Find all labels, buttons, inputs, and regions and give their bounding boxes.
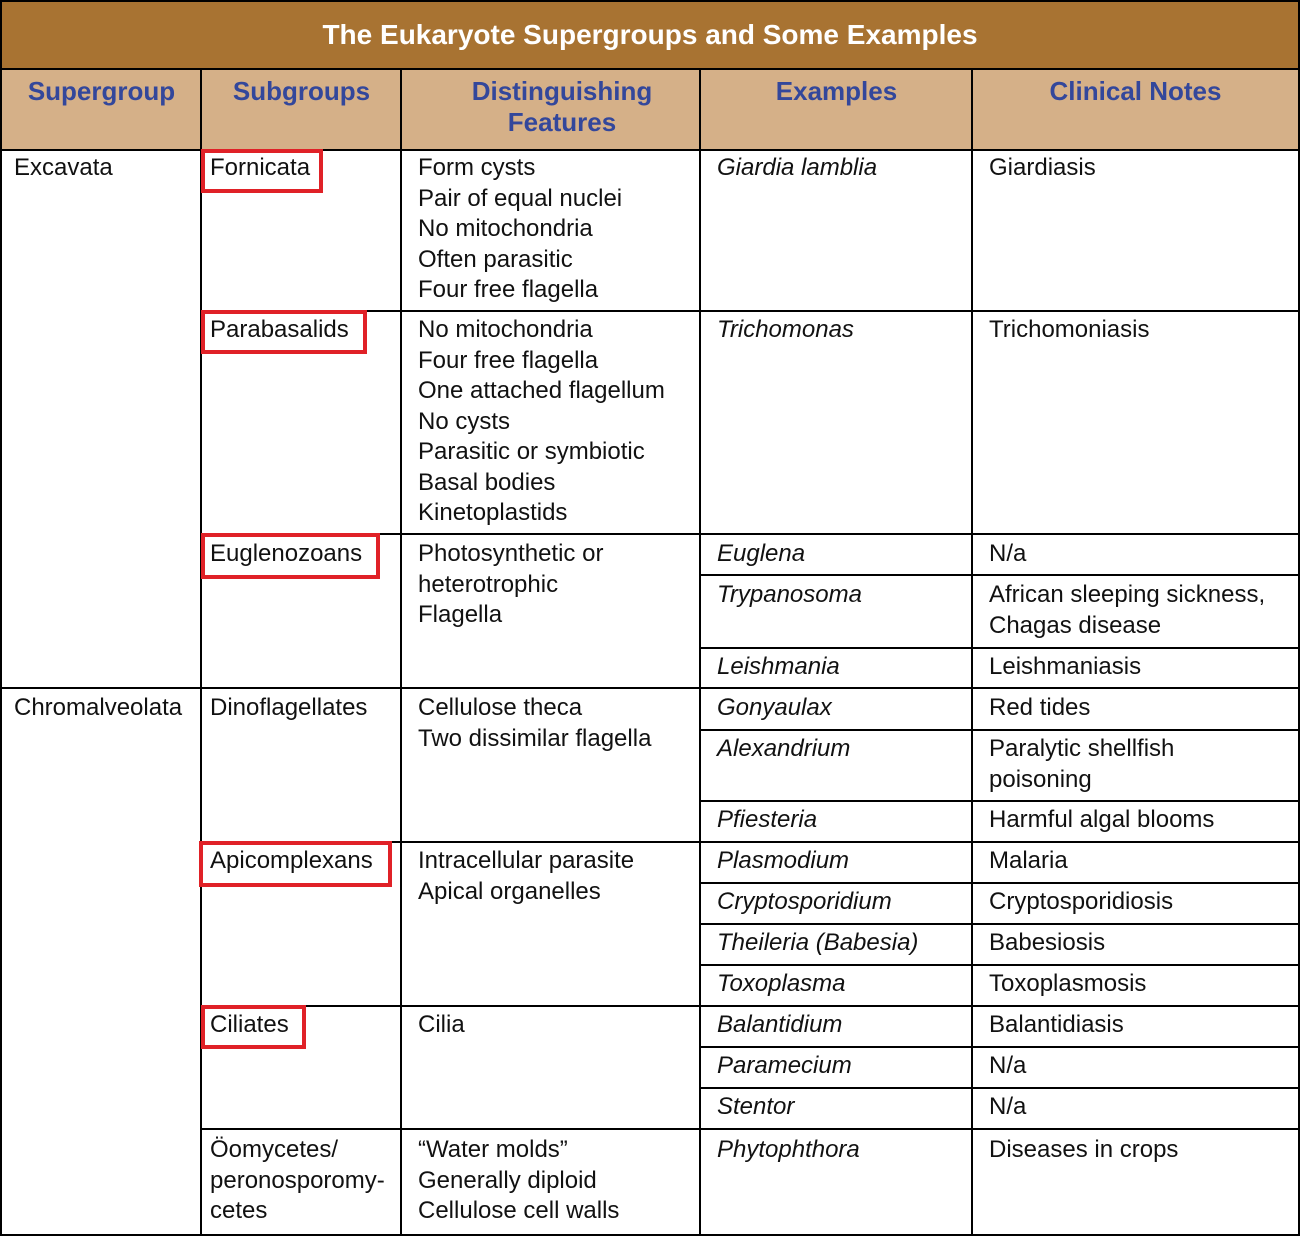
features-dinoflagellates: Cellulose theca Two dissimilar flagella bbox=[418, 694, 652, 752]
clinical-note: Diseases in crops bbox=[989, 1136, 1179, 1163]
subgroup-parabasalids: Parabasalids bbox=[210, 316, 349, 343]
clinical-note: N/a bbox=[989, 540, 1027, 567]
example-organism: Pfiesteria bbox=[717, 806, 818, 833]
example-organism: Trichomonas bbox=[717, 316, 854, 343]
header-supergroup: Supergroup bbox=[27, 76, 176, 106]
clinical-note: N/a bbox=[989, 1052, 1027, 1079]
clinical-note: Harmful algal blooms bbox=[989, 806, 1215, 833]
highlight-box-apicomplexans bbox=[199, 841, 392, 887]
supergroup-excavata: Excavata bbox=[14, 154, 113, 181]
example-organism: Gonyaulax bbox=[717, 694, 832, 721]
example-organism: Cryptosporidium bbox=[717, 888, 892, 915]
clinical-note: Paralytic shellfish poisoning bbox=[989, 735, 1175, 793]
subgroup-fornicata: Fornicata bbox=[210, 154, 311, 181]
clinical-note: Balantidiasis bbox=[989, 1011, 1124, 1038]
subgroup-apicomplexans: Apicomplexans bbox=[210, 847, 373, 874]
example-organism: Balantidium bbox=[717, 1011, 843, 1038]
subgroup-ciliates: Ciliates bbox=[210, 1011, 289, 1038]
clinical-note: Babesiosis bbox=[989, 929, 1106, 956]
example-organism: Toxoplasma bbox=[717, 970, 846, 997]
features-apicomplexans: Intracellular parasite Apical organelles bbox=[418, 847, 635, 905]
subgroup-dinoflagellates: Dinoflagellates bbox=[210, 694, 368, 721]
highlight-box-euglenozoans bbox=[201, 533, 380, 579]
features-oomycetes: “Water molds” Generally diploid Cellulose cell walls bbox=[418, 1136, 620, 1224]
clinical-note: African sleeping sickness, Chagas disease bbox=[989, 581, 1266, 639]
highlight-box-parabasalids bbox=[201, 310, 367, 354]
clinical-note: Cryptosporidiosis bbox=[989, 888, 1174, 915]
clinical-note: Giardiasis bbox=[989, 154, 1096, 181]
header-examples: Examples bbox=[775, 76, 898, 106]
highlight-box-fornicata bbox=[201, 149, 323, 193]
table-title: The Eukaryote Supergroups and Some Examples bbox=[0, 0, 1300, 68]
highlight-box-ciliates bbox=[201, 1005, 306, 1049]
features-euglenozoans: Photosynthetic or heterotrophic Flagella bbox=[418, 540, 604, 628]
clinical-note: Leishmaniasis bbox=[989, 653, 1142, 680]
subgroup-euglenozoans: Euglenozoans bbox=[210, 540, 363, 567]
features-parabasalids: No mitochondria Four free flagella One attached flagellum No cysts Parasitic or symbiotic Basal bodies Kinetoplastids bbox=[418, 316, 665, 526]
example-organism: Trypanosoma bbox=[717, 581, 862, 608]
example-organism: Paramecium bbox=[717, 1052, 852, 1079]
clinical-note: Red tides bbox=[989, 694, 1091, 721]
header-distinguishing-features: Distinguishing Features bbox=[471, 76, 653, 137]
header-clinical-notes: Clinical Notes bbox=[1049, 76, 1222, 106]
example-organism: Euglena bbox=[717, 540, 806, 567]
supergroup-chromalveolata: Chromalveolata bbox=[14, 694, 183, 721]
clinical-note: Trichomoniasis bbox=[989, 316, 1150, 343]
features-fornicata: Form cysts Pair of equal nuclei No mitochondria Often parasitic Four free flagella bbox=[418, 154, 623, 303]
header-subgroups: Subgroups bbox=[232, 76, 371, 106]
example-organism: Leishmania bbox=[717, 653, 840, 680]
example-organism: Plasmodium bbox=[717, 847, 850, 874]
clinical-note: Malaria bbox=[989, 847, 1068, 874]
features-ciliates: Cilia bbox=[418, 1011, 465, 1038]
example-organism: Phytophthora bbox=[717, 1136, 860, 1163]
example-organism: Theileria (Babesia) bbox=[717, 929, 919, 956]
example-organism: Alexandrium bbox=[717, 735, 851, 762]
subgroup-oomycetes: Öomycetes/ peronosporomy- cetes bbox=[210, 1136, 385, 1224]
example-organism: Stentor bbox=[717, 1093, 795, 1120]
clinical-note: Toxoplasmosis bbox=[989, 970, 1147, 997]
example-organism: Giardia lamblia bbox=[717, 154, 878, 181]
clinical-note: N/a bbox=[989, 1093, 1027, 1120]
